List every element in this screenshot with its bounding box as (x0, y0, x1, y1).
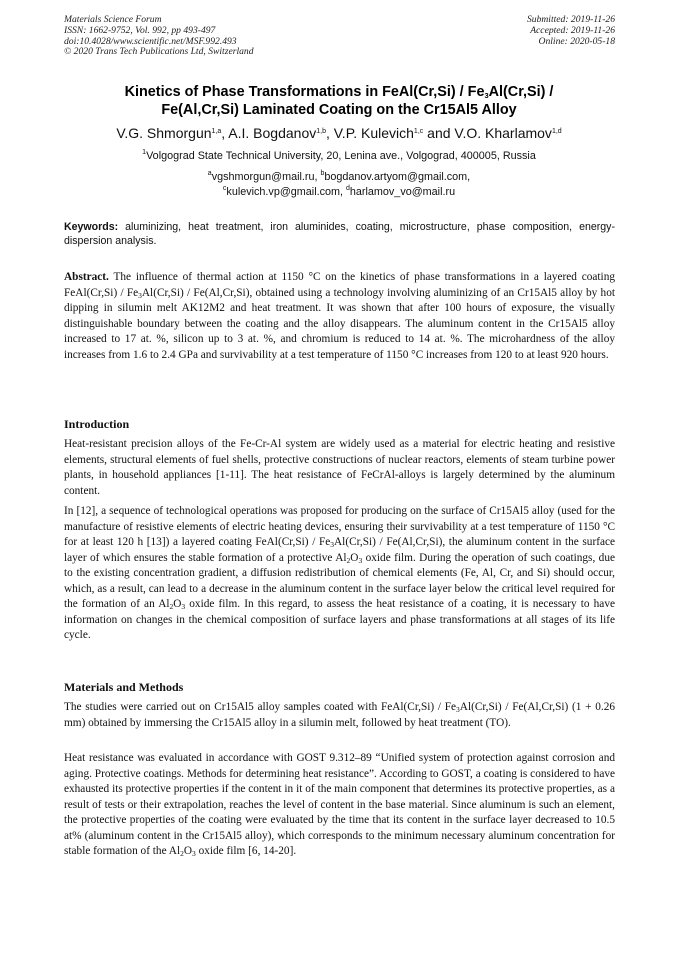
introduction-paragraph-1: Heat-resistant precision alloys of the Fe-Cr-Al system are widely used as a material for electric heating and resistive elements, structural elements of fuel shells, protective constructions of nuclear reactors, elements of steam turbine power plants, in household appliances [1-11]. The heat resistance of FeCrAl-alloys is largely determined by the aluminum content. (64, 438, 615, 497)
keywords-label: Keywords: (64, 221, 119, 233)
journal-issn: ISSN: 1662-9752, Vol. 992, pp 493-497 (64, 24, 216, 36)
keywords-text: aluminizing, heat treatment, iron aluminides, coating, microstructure, phase composition, energy-dispersion analysis. (64, 221, 615, 247)
accepted-date: Accepted: 2019-11-26 (530, 24, 615, 36)
email-line-1: $^a$vgshmorgun@mail.ru, $^b$bogdanov.artyom@gmail.com, (207, 170, 471, 183)
title-line-1: Kinetics of Phase Transformations in FeAl(Cr,Si) / $Fe_3Al(Cr,Si)$ / (124, 84, 554, 100)
paper-title (40, 83, 638, 119)
email-line-2: $^c$kulevich.vp@gmail.com, $^d$harlamov_vo@mail.ru (222, 184, 456, 198)
introduction-paragraph-2: In [12], a sequence of technological operations was proposed for producing on the surface of Cr15Al5 alloy (used for the manufacture of resistive elements of electric heating devices, ensuring their survivability at a test temperature of 1150 °C for at least 120 h [13]) a layered coating FeAl(Cr,Si) / $Fe_3Al(Cr,Si) / Fe(Al,Cr,Si)$, the aluminum content in the surface layer of which ensures the stable formation of a protective $Al_2O_3$ oxide film. During the operation of such coatings, due to the existing concentration gradient, a diffusion redistribution of chemical elements (Fe, Al, Cr, and Si) should occur, which, as a result, can lead to a decrease in the aluminum content in the surface layer below the critical level required for the formation of an $Al_2O_3$ oxide film. In this regard, to assess the heat resistance of a coating, it is necessary to have information on changes in the chemical composition of surface layers and phase transformations at all stages of its life cycle. (64, 505, 616, 641)
email-link-b[interactable]: bogdanov.artyom@gmail.com, (324, 171, 471, 183)
abstract-label: Abstract. (64, 271, 109, 283)
journal-copyright: © 2020 Trans Tech Publications Ltd, Switzerland (64, 46, 254, 58)
journal-info (64, 15, 254, 58)
keywords (64, 220, 615, 248)
journal-doi: doi:10.4028/www.scientific.net/MSF.992.493 (64, 35, 237, 47)
abstract: Abstract. The influence of thermal action at 1150 °C on the kinetics of phase transformations in a layered coating FeAl(Cr,Si) / $Fe_3Al(Cr,Si) / Fe(Al,Cr,Si)$, obtained using a technology involving aluminizing of an Cr15Al5 alloy by hot dipping in silumin melt AK12M2 and heat treatment. It was shown that after 100 hours of exposure, the visually distinguishable boundary between the coating and the alloy disappears. The aluminum content in the Cr15Al5 alloy increased to 17 at. %, silicon up to 3 at. %, and chromium is reduced to 14 at. %. The microhardness of the alloy increases from 1.6 to 2.4 GPa and survivability at a test temperature of 1150 °C increases from 120 to at least 920 hours. (64, 271, 615, 361)
online-date: Online: 2020-05-18 (538, 35, 615, 47)
title-line-2: Fe(Al,Cr,Si) Laminated Coating on the Cr15Al5 Alloy (161, 102, 517, 118)
methods-paragraph-2: Heat resistance was evaluated in accordance with GOST 9.312–89 “Unified system of protection against corrosion and aging. Protective coatings. Methods for determining heat resistance”. According to GOST, a coating is considered to have exhausted its protective properties if the content in it of the main component that determines its protective properties, as a result of tests or their extrapolation, reaches the level of content in the base material. Since aluminum is such an element, the protective properties of the coating were evaluated by the time that its content in the surface layer decreased to 10.5 at% (aluminum content in the Cr15Al5 alloy), which corresponds to the minimum necessary aluminum concentration for stable formation of the $Al_2O_3$ oxide film [6, 14-20]. (64, 752, 615, 858)
author-list: V.G. Shmorgun$^{1,a}$, A.I. Bogdanov$^{1,b}$, V.P. Kulevich$^{1,c}$ and V.O. Kharlamov$^{1,d}$ (116, 125, 562, 141)
email-link-d[interactable]: harlamov_vo@mail.ru (349, 185, 456, 198)
author-emails (40, 170, 638, 199)
submission-dates (527, 15, 615, 47)
submitted-date: Submitted: 2019-11-26 (526, 14, 615, 25)
introduction-heading: Introduction (64, 417, 130, 431)
methods-paragraph-1: The studies were carried out on Cr15Al5 alloy samples coated with FeAl(Cr,Si) / $Fe_3Al(Cr,Si) / Fe(Al,Cr,Si) (1 + 0.26$ mm) obtained by immersing the Cr15Al5 alloy in a silumin melt, followed by heat treatment (TO). (64, 701, 615, 729)
journal-name: Materials Science Forum (64, 14, 162, 25)
affiliation: $^1$Volgograd State Technical University, 20, Lenina ave., Volgograd, 400005, Russia (142, 149, 536, 162)
email-link-a[interactable]: vgshmorgun@mail.ru, (211, 171, 321, 183)
methods-heading: Materials and Methods (64, 680, 184, 694)
email-link-c[interactable]: kulevich.vp@gmail.com, (226, 185, 346, 198)
